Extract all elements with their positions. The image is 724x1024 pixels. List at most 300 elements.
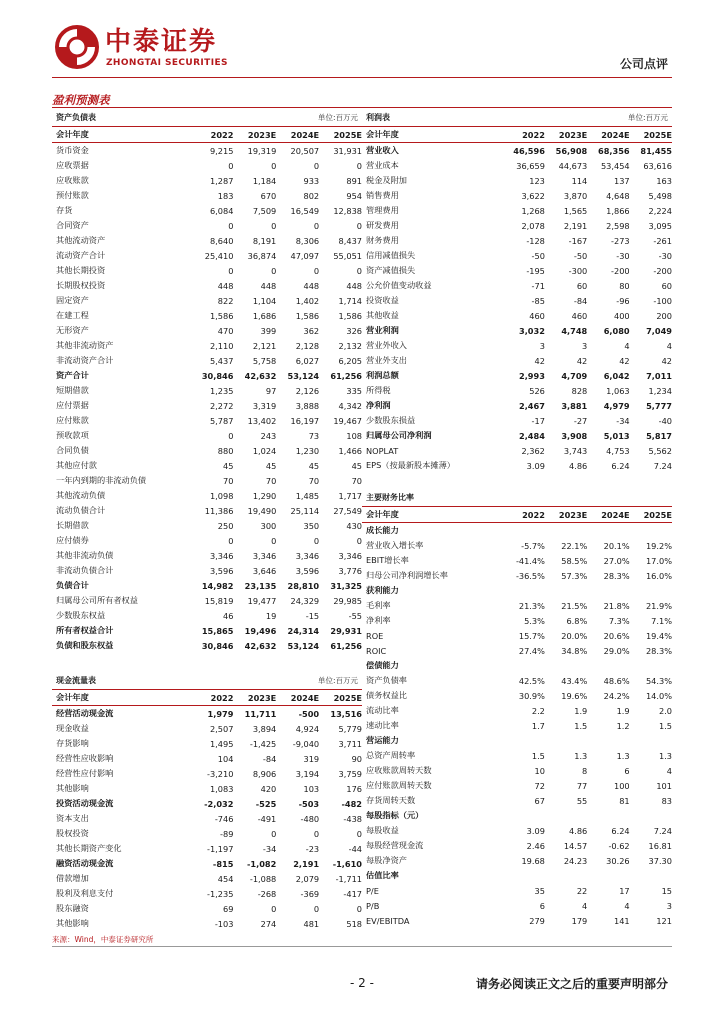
cell-value: -195	[526, 265, 545, 276]
cell-value: 1.5	[574, 720, 588, 731]
cell-value: 2,079	[295, 873, 320, 884]
cell-value: 1,586	[209, 310, 234, 321]
column-header-year: 2024E	[290, 129, 320, 140]
table-row	[52, 871, 362, 886]
cell-value: 163	[656, 175, 672, 186]
cell-value: 19,490	[247, 505, 277, 516]
cell-value: 29,985	[333, 595, 362, 606]
cell-value: -44	[348, 843, 362, 854]
cell-value: 103	[303, 783, 320, 794]
cell-value: 2,078	[521, 220, 545, 231]
cell-value: 300	[260, 520, 277, 531]
cell-value: -1,711	[335, 873, 362, 884]
cell-value: 5,437	[209, 355, 234, 366]
table-row	[52, 751, 362, 766]
column-header-year: 2022	[210, 692, 234, 703]
cell-value: 6,042	[603, 370, 630, 381]
row-label: 营业利润	[366, 325, 399, 335]
cell-value: -482	[341, 798, 362, 809]
cell-value: 3,346	[252, 550, 277, 561]
cell-value: 1.9	[574, 705, 588, 716]
table-row	[362, 628, 672, 643]
cell-value: 470	[217, 325, 234, 336]
row-label: 融资活动现金流	[56, 858, 114, 868]
cell-value: 3,319	[252, 400, 277, 411]
cell-value: 2,121	[252, 340, 277, 351]
row-label: 每股指标（元）	[366, 810, 424, 820]
row-label: 债务权益比	[366, 690, 407, 700]
cell-value: 2.2	[531, 705, 545, 716]
cell-value: 24.2%	[603, 690, 630, 701]
table-row	[52, 293, 362, 308]
cell-value: 0	[271, 265, 277, 276]
row-label: 每股净资产	[366, 855, 407, 865]
cell-value: 6.24	[611, 825, 630, 836]
row-label: ROE	[366, 630, 384, 641]
cell-value: 954	[346, 190, 362, 201]
cell-value: -23	[305, 843, 320, 854]
cell-value: 19,467	[333, 415, 362, 426]
cell-value: 0	[271, 903, 277, 914]
cell-value: 3,743	[563, 445, 588, 456]
row-label: 每股经营现金流	[366, 840, 424, 850]
cell-value: 1,495	[209, 738, 234, 749]
cell-value: 3,870	[563, 190, 588, 201]
table-row	[362, 523, 672, 538]
row-label: 股东融资	[56, 903, 89, 913]
cell-value: 1.3	[574, 750, 588, 761]
row-label: EBIT增长率	[366, 555, 409, 565]
section-divider	[52, 107, 672, 108]
table-row	[52, 856, 362, 871]
cell-value: 42.5%	[518, 675, 545, 686]
cell-value: 4	[582, 900, 588, 911]
cell-value: 24.23	[563, 855, 588, 866]
cell-value: -50	[531, 250, 545, 261]
table-row	[52, 248, 362, 263]
cell-value: 21.9%	[645, 600, 672, 611]
cell-value: 0	[356, 535, 362, 546]
cell-value: 399	[260, 325, 277, 336]
cell-value: 123	[529, 175, 545, 186]
table-row	[362, 218, 672, 233]
cell-value: 4,648	[606, 190, 630, 201]
cell-value: 45	[265, 460, 277, 471]
footer-divider	[52, 946, 672, 947]
table-row	[362, 458, 672, 473]
cell-value: 17	[619, 885, 630, 896]
page-header	[0, 0, 724, 88]
cell-value: 0	[356, 220, 362, 231]
column-header-year: 2025E	[333, 692, 362, 703]
table-row	[52, 781, 362, 796]
row-label: 资本支出	[56, 813, 89, 823]
table-row	[362, 688, 672, 703]
cell-value: 19,319	[247, 145, 277, 156]
cell-value: 37.30	[648, 855, 672, 866]
table-unit: 单位:百万元	[317, 676, 358, 685]
table-row	[362, 308, 672, 323]
cell-value: 3,346	[338, 550, 362, 561]
cell-value: 5,777	[646, 400, 672, 411]
cell-value: 8,906	[252, 768, 277, 779]
cell-value: 3,776	[338, 565, 362, 576]
cell-value: 70	[351, 475, 362, 486]
table-header-row	[362, 507, 672, 523]
table-header-row	[52, 690, 362, 706]
row-label: 其他应付款	[56, 460, 97, 470]
cell-value: 420	[260, 783, 277, 794]
cell-value: 70	[265, 475, 277, 486]
cell-value: 2,272	[209, 400, 234, 411]
cell-value: -5.7%	[521, 540, 545, 551]
table-row	[362, 553, 672, 568]
cell-value: -100	[653, 295, 672, 306]
table-row	[52, 473, 362, 488]
page-number: - 2 -	[350, 976, 374, 990]
cell-value: -2,032	[204, 798, 234, 809]
row-label: 销售费用	[366, 190, 399, 200]
cell-value: 5,758	[252, 355, 277, 366]
cell-value: 30.9%	[518, 690, 545, 701]
cell-value: 3,596	[295, 565, 320, 576]
cell-value: -273	[611, 235, 630, 246]
row-label: 应收票据	[56, 160, 89, 170]
table-row	[52, 338, 362, 353]
table-row	[362, 443, 672, 458]
cell-value: -200	[653, 265, 672, 276]
cell-value: 1,565	[563, 205, 588, 216]
row-label: 负债和股东权益	[56, 640, 114, 650]
cell-value: 97	[265, 385, 277, 396]
cell-value: 7.24	[653, 825, 672, 836]
table-row	[52, 368, 362, 383]
cell-value: 1,290	[252, 490, 277, 501]
cell-value: 19.4%	[645, 630, 672, 641]
row-label: 流动比率	[366, 705, 399, 715]
cell-value: 69	[223, 903, 234, 914]
row-label: 应付票据	[56, 400, 89, 410]
cell-value: 319	[303, 753, 320, 764]
row-label: P/E	[366, 885, 379, 896]
row-label: 营业成本	[366, 160, 399, 170]
cell-value: 6,205	[338, 355, 362, 366]
table-row	[52, 308, 362, 323]
row-label: 应收账款周转天数	[366, 765, 432, 775]
row-label: 其他流动负债	[56, 490, 106, 500]
cell-value: -71	[531, 280, 545, 291]
cell-value: 5,562	[648, 445, 672, 456]
cell-value: 5,013	[603, 430, 630, 441]
column-header-label: 会计年度	[56, 692, 89, 702]
cell-value: 22	[576, 885, 588, 896]
table-header-row	[52, 127, 362, 143]
cell-value: -525	[255, 798, 277, 809]
table-caption	[362, 110, 672, 127]
cell-value: 13,402	[247, 415, 277, 426]
table-row	[362, 428, 672, 443]
cell-value: 4.86	[569, 460, 588, 471]
cell-value: 448	[217, 280, 234, 291]
cell-value: -1,610	[332, 858, 362, 869]
cell-value: 137	[613, 175, 630, 186]
cell-value: -55	[348, 610, 362, 621]
cell-value: 1,866	[606, 205, 630, 216]
cell-value: 362	[303, 325, 320, 336]
cell-value: 1,586	[338, 310, 362, 321]
table-row	[362, 748, 672, 763]
cell-value: 16.0%	[645, 570, 672, 581]
cell-value: -15	[305, 610, 320, 621]
table-row	[362, 598, 672, 613]
cell-value: 16,197	[290, 415, 320, 426]
row-label: 净利润	[366, 400, 391, 410]
cell-value: 70	[308, 475, 320, 486]
cell-value: -96	[616, 295, 630, 306]
cell-value: 3,908	[561, 430, 588, 441]
cell-value: 2.46	[526, 840, 545, 851]
cell-value: 0	[271, 160, 277, 171]
cell-value: 0	[313, 535, 320, 546]
cell-value: 46,596	[513, 145, 545, 156]
table-row	[52, 413, 362, 428]
cell-value: 1.3	[616, 750, 630, 761]
cell-value: -89	[220, 828, 234, 839]
cell-value: 670	[260, 190, 277, 201]
cell-value: -480	[300, 813, 320, 824]
cell-value: 5,817	[646, 430, 672, 441]
row-label: 应付账款周转天数	[366, 780, 432, 790]
row-label: 其他长期资产变化	[56, 843, 122, 853]
cell-value: 19,496	[244, 625, 277, 636]
row-label: 短期借款	[56, 385, 89, 395]
cell-value: -50	[573, 250, 588, 261]
cell-value: 34.8%	[561, 645, 588, 656]
cell-value: 454	[217, 873, 234, 884]
cell-value: 802	[303, 190, 320, 201]
row-label: 少数股东权益	[56, 610, 106, 620]
cell-value: 2,126	[295, 385, 320, 396]
disclaimer-text: 请务必阅读正文之后的重要声明部分	[475, 977, 668, 991]
document-type: 公司点评	[619, 57, 668, 71]
cell-value: 2,132	[338, 340, 362, 351]
row-label: 其他收益	[366, 310, 399, 320]
cell-value: 0	[356, 265, 362, 276]
row-label: 速动比率	[366, 720, 399, 730]
cell-value: 104	[217, 753, 234, 764]
cell-value: 1.2	[616, 720, 630, 731]
cell-value: 0	[271, 828, 277, 839]
cell-value: 5,498	[648, 190, 672, 201]
column-header-year: 2024E	[601, 509, 630, 520]
cell-value: 880	[217, 445, 234, 456]
row-label: 固定资产	[56, 295, 89, 305]
cell-value: 183	[217, 190, 234, 201]
cell-value: 20.1%	[603, 540, 630, 551]
cell-value: -103	[214, 918, 234, 929]
row-label: 公允价值变动收益	[366, 280, 432, 290]
cell-value: 11,711	[244, 708, 277, 719]
cell-value: 19,477	[247, 595, 277, 606]
cell-value: 1,234	[648, 385, 672, 396]
row-label: ROIC	[366, 645, 387, 656]
cell-value: 2,224	[648, 205, 672, 216]
cell-value: 0	[271, 220, 277, 231]
row-label: 股权投资	[56, 828, 89, 838]
cell-value: 45	[351, 460, 362, 471]
table-row	[362, 883, 672, 898]
cell-value: 0	[228, 430, 234, 441]
table-row	[362, 583, 672, 598]
cell-value: 28.3%	[645, 645, 672, 656]
cell-value: 20,507	[290, 145, 320, 156]
table-row	[362, 173, 672, 188]
row-label: 应收账款	[56, 175, 89, 185]
table-row	[362, 793, 672, 808]
row-label: 无形资产	[56, 325, 89, 335]
table-row	[52, 706, 362, 721]
cell-value: -746	[214, 813, 234, 824]
cell-value: 72	[534, 780, 545, 791]
table-row	[52, 188, 362, 203]
cell-value: 400	[613, 310, 630, 321]
cell-value: 1,230	[295, 445, 320, 456]
cell-value: 1,586	[295, 310, 320, 321]
cell-value: 19.6%	[561, 690, 588, 701]
cell-value: 21.8%	[603, 600, 630, 611]
cell-value: -128	[526, 235, 545, 246]
cell-value: 2,484	[519, 430, 545, 441]
cell-value: -84	[573, 295, 588, 306]
row-label: 信用减值损失	[366, 250, 416, 260]
cell-value: 55	[576, 795, 588, 806]
cash-flow-table	[52, 673, 362, 931]
cell-value: 481	[303, 918, 320, 929]
table-caption	[52, 110, 362, 127]
cell-value: -200	[611, 265, 630, 276]
cell-value: 1,717	[338, 490, 362, 501]
table-row	[362, 368, 672, 383]
cell-value: 19	[265, 610, 277, 621]
cell-value: 90	[351, 753, 362, 764]
cell-value: 3,622	[521, 190, 545, 201]
row-label: 营业收入增长率	[366, 540, 424, 550]
cell-value: 20.6%	[603, 630, 630, 641]
cell-value: 61,256	[330, 640, 362, 651]
cell-value: 53,124	[287, 370, 320, 381]
table-name: 利润表	[366, 113, 390, 122]
cell-value: 0	[313, 903, 320, 914]
table-row	[52, 428, 362, 443]
cell-value: 7,049	[646, 325, 672, 336]
cell-value: 24,329	[290, 595, 320, 606]
cell-value: 56,908	[555, 145, 588, 156]
cell-value: 101	[656, 780, 672, 791]
cell-value: 0	[228, 220, 234, 231]
row-label: 现金收益	[56, 723, 89, 733]
table-unit: 单位:百万元	[627, 113, 668, 122]
cell-value: 36,874	[247, 250, 277, 261]
cell-value: 0	[356, 160, 362, 171]
cell-value: 70	[223, 475, 234, 486]
income-statement-table	[362, 110, 672, 473]
cell-value: -34	[262, 843, 277, 854]
table-row	[52, 278, 362, 293]
cell-value: 6.8%	[566, 615, 588, 626]
row-label: 其他流动资产	[56, 235, 106, 245]
row-label: 获利能力	[366, 585, 399, 595]
cell-value: 31,931	[333, 145, 362, 156]
cell-value: -1,082	[246, 858, 277, 869]
cell-value: 1.3	[658, 750, 672, 761]
table-row	[52, 736, 362, 751]
table-row	[362, 158, 672, 173]
cell-value: 0	[356, 903, 362, 914]
cell-value: 8	[582, 765, 588, 776]
table-row	[52, 533, 362, 548]
cell-value: 1,083	[209, 783, 234, 794]
cell-value: 81,455	[640, 145, 672, 156]
cell-value: 60	[661, 280, 672, 291]
cell-value: 19.68	[521, 855, 545, 866]
cell-value: 21.5%	[561, 600, 588, 611]
cell-value: 448	[346, 280, 362, 291]
table-row	[362, 263, 672, 278]
column-header-year: 2023E	[558, 509, 588, 520]
cell-value: 7.3%	[608, 615, 630, 626]
cell-value: 83	[661, 795, 672, 806]
row-label: 非流动资产合计	[56, 355, 114, 365]
cell-value: 6,084	[209, 205, 234, 216]
cell-value: 448	[303, 280, 320, 291]
row-label: NOPLAT	[366, 445, 399, 456]
table-row	[52, 916, 362, 931]
row-label: 预付账款	[56, 190, 89, 200]
table-row	[52, 721, 362, 736]
cell-value: 121	[656, 915, 672, 926]
table-row	[362, 383, 672, 398]
cell-value: -815	[212, 858, 234, 869]
cell-value: 3,759	[338, 768, 362, 779]
cell-value: 7.1%	[651, 615, 672, 626]
table-row	[52, 886, 362, 901]
row-label: 总资产周转率	[366, 750, 416, 760]
row-label: 其他非流动负债	[56, 550, 114, 560]
cell-value: 4,753	[606, 445, 630, 456]
cell-value: 14.0%	[645, 690, 672, 701]
header-divider	[52, 77, 672, 78]
cell-value: 27.0%	[603, 555, 630, 566]
cell-value: -30	[658, 250, 672, 261]
cell-value: 1,184	[252, 175, 277, 186]
cell-value: 15	[661, 885, 672, 896]
table-row	[52, 503, 362, 518]
row-label: 所有者权益合计	[56, 625, 114, 635]
cell-value: 1,268	[521, 205, 545, 216]
cell-value: 0	[228, 535, 234, 546]
cell-value: 25,410	[204, 250, 234, 261]
row-label: 预收款项	[56, 430, 89, 440]
row-label: 营业收入	[366, 145, 399, 155]
row-label: P/B	[366, 900, 380, 911]
row-label: 营运能力	[366, 735, 399, 745]
row-label: 归母公司净利润增长率	[366, 570, 448, 580]
cell-value: 448	[260, 280, 277, 291]
row-label: 一年内到期的非流动负债	[56, 475, 147, 485]
cell-value: 46	[223, 610, 234, 621]
row-label: 成长能力	[366, 525, 399, 535]
cell-value: 274	[260, 918, 277, 929]
